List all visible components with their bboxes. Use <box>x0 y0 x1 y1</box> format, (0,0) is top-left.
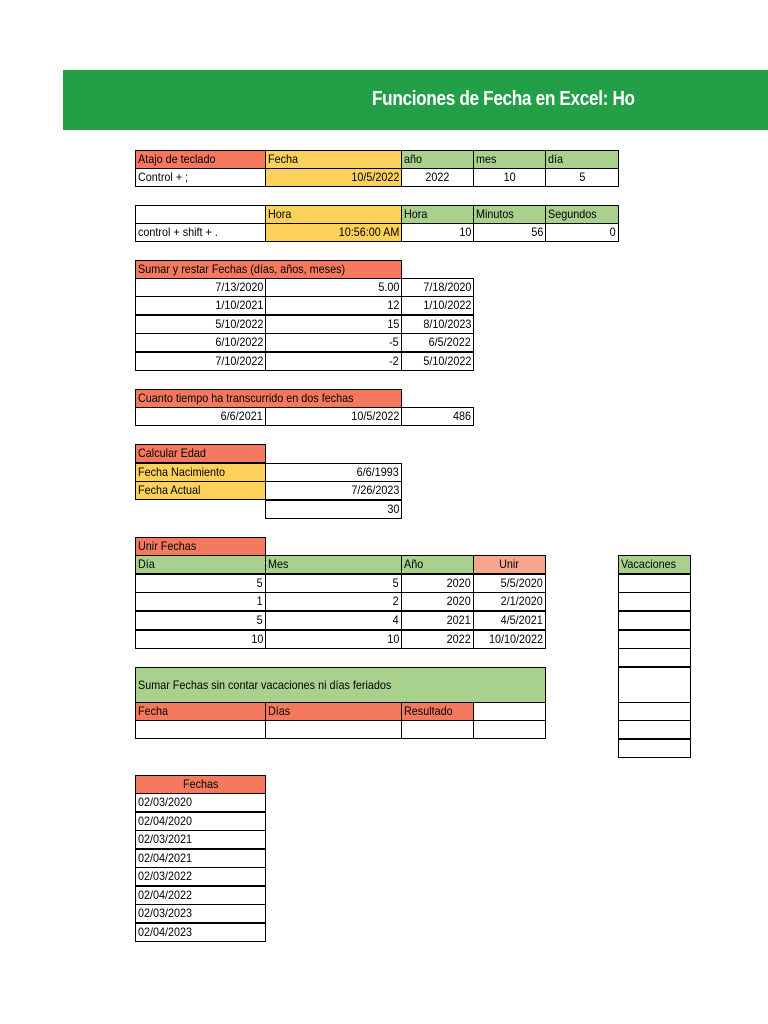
cell-shortcut-hora[interactable]: control + shift + . <box>135 223 266 242</box>
header-segundos[interactable]: Segundos <box>545 205 619 224</box>
list-item[interactable]: 02/03/2021 <box>135 830 266 849</box>
sumar-sin-header-resultado[interactable]: Resultado <box>401 702 474 721</box>
table-row-cell[interactable]: 5.00 <box>265 278 402 297</box>
cell-atajo-value[interactable]: Control + ; <box>135 168 266 187</box>
table-row-cell[interactable]: 1 <box>135 592 266 611</box>
table-row-cell[interactable]: 8/10/2023 <box>401 315 474 334</box>
list-item[interactable]: 02/04/2023 <box>135 923 266 942</box>
vacaciones-cell[interactable] <box>618 611 691 630</box>
sumar-sin-input-extra[interactable] <box>473 720 546 739</box>
list-item[interactable]: 02/04/2020 <box>135 812 266 831</box>
sumar-sin-input-fecha[interactable] <box>135 720 266 739</box>
table-row-cell[interactable]: 10/10/2022 <box>473 630 546 649</box>
table-row-cell[interactable]: 12 <box>265 296 402 315</box>
header-dia[interactable]: día <box>545 150 619 169</box>
table-row-cell[interactable]: 7/10/2022 <box>135 352 266 371</box>
table-row-cell[interactable]: 5 <box>135 574 266 593</box>
list-item[interactable]: 02/04/2021 <box>135 849 266 868</box>
tiempo-fecha-inicio[interactable]: 6/6/2021 <box>135 407 266 426</box>
table-row-cell[interactable]: 5 <box>135 611 266 630</box>
vacaciones-cell[interactable] <box>618 739 691 758</box>
cell-minutos-num[interactable]: 56 <box>473 223 546 242</box>
header-anio[interactable]: año <box>401 150 474 169</box>
vacaciones-cell[interactable] <box>618 648 691 667</box>
tiempo-resultado[interactable]: 486 <box>401 407 474 426</box>
table-row-cell[interactable]: 5 <box>265 574 402 593</box>
unir-header-anio[interactable]: Año <box>401 555 474 574</box>
cell-dia-value[interactable]: 5 <box>545 168 619 187</box>
header-hora-2[interactable]: Hora <box>401 205 474 224</box>
table-row-cell[interactable]: 10 <box>135 630 266 649</box>
cell-segundos-num[interactable]: 0 <box>545 223 619 242</box>
sumar-sin-input-resultado[interactable] <box>401 720 474 739</box>
table-row-cell[interactable]: -2 <box>265 352 402 371</box>
edad-title[interactable]: Calcular Edad <box>135 444 266 463</box>
table-row-cell[interactable]: 6/10/2022 <box>135 333 266 352</box>
tiempo-fecha-fin[interactable]: 10/5/2022 <box>265 407 402 426</box>
header-atajo[interactable]: Atajo de teclado <box>135 150 266 169</box>
sumar-sin-title[interactable]: Sumar Fechas sin contar vacaciones ni días feriados <box>135 667 546 703</box>
table-row-cell[interactable]: 7/18/2020 <box>401 278 474 297</box>
list-item[interactable]: 02/03/2020 <box>135 793 266 812</box>
sumar-sin-input-dias[interactable] <box>265 720 402 739</box>
vacaciones-cell[interactable] <box>618 592 691 611</box>
list-item[interactable]: 02/03/2023 <box>135 904 266 923</box>
title-banner <box>63 70 768 130</box>
table-row-cell[interactable]: 1/10/2021 <box>135 296 266 315</box>
vacaciones-cell[interactable] <box>618 667 691 703</box>
table-row-cell[interactable]: 1/10/2022 <box>401 296 474 315</box>
table-row-cell[interactable]: 4/5/2021 <box>473 611 546 630</box>
table-row-cell[interactable]: 10 <box>265 630 402 649</box>
cell-hora-num[interactable]: 10 <box>401 223 474 242</box>
header-minutos[interactable]: Minutos <box>473 205 546 224</box>
edad-actual-label[interactable]: Fecha Actual <box>135 481 266 500</box>
vacaciones-header[interactable]: Vacaciones <box>618 555 691 574</box>
cell-anio-value[interactable]: 2022 <box>401 168 474 187</box>
edad-nacimiento-label[interactable]: Fecha Nacimiento <box>135 463 266 482</box>
list-item[interactable]: 02/03/2022 <box>135 867 266 886</box>
header-mes[interactable]: mes <box>473 150 546 169</box>
table-row-cell[interactable]: 5/5/2020 <box>473 574 546 593</box>
cell-hora-value[interactable]: 10:56:00 AM <box>265 223 402 242</box>
fechas-header[interactable]: Fechas <box>135 775 266 794</box>
vacaciones-cell[interactable] <box>618 574 691 593</box>
sumar-sin-header-blank[interactable] <box>473 702 546 721</box>
table-row-cell[interactable]: 7/13/2020 <box>135 278 266 297</box>
cell-fecha-value[interactable]: 10/5/2022 <box>265 168 402 187</box>
list-item[interactable]: 02/04/2022 <box>135 886 266 905</box>
unir-header-unir[interactable]: Unir <box>473 555 546 574</box>
vacaciones-cell[interactable] <box>618 702 691 721</box>
cell-hora-blank[interactable] <box>135 205 266 224</box>
edad-resultado[interactable]: 30 <box>265 500 402 519</box>
table-row-cell[interactable]: 2/1/2020 <box>473 592 546 611</box>
cell-mes-value[interactable]: 10 <box>473 168 546 187</box>
edad-actual-value[interactable]: 7/26/2023 <box>265 481 402 500</box>
table-row-cell[interactable]: 5/10/2022 <box>401 352 474 371</box>
tiempo-title[interactable]: Cuanto tiempo ha transcurrido en dos fechas <box>135 389 402 408</box>
unir-title[interactable]: Unir Fechas <box>135 537 266 556</box>
sumar-restar-title[interactable]: Sumar y restar Fechas (días, años, meses) <box>135 260 402 279</box>
sumar-sin-header-dias[interactable]: Días <box>265 702 402 721</box>
table-row-cell[interactable]: 4 <box>265 611 402 630</box>
table-row-cell[interactable]: -5 <box>265 333 402 352</box>
table-row-cell[interactable]: 5/10/2022 <box>135 315 266 334</box>
banner-title: Funciones de Fecha en Excel: Ho <box>372 88 635 110</box>
edad-nacimiento-value[interactable]: 6/6/1993 <box>265 463 402 482</box>
table-row-cell[interactable]: 2020 <box>401 592 474 611</box>
vacaciones-cell[interactable] <box>618 720 691 739</box>
unir-header-mes[interactable]: Mes <box>265 555 402 574</box>
table-row-cell[interactable]: 2021 <box>401 611 474 630</box>
header-hora-1[interactable]: Hora <box>265 205 402 224</box>
table-row-cell[interactable]: 2020 <box>401 574 474 593</box>
unir-header-dia[interactable]: Día <box>135 555 266 574</box>
header-fecha[interactable]: Fecha <box>265 150 402 169</box>
sumar-sin-header-fecha[interactable]: Fecha <box>135 702 266 721</box>
table-row-cell[interactable]: 6/5/2022 <box>401 333 474 352</box>
table-row-cell[interactable]: 2 <box>265 592 402 611</box>
table-row-cell[interactable]: 2022 <box>401 630 474 649</box>
table-row-cell[interactable]: 15 <box>265 315 402 334</box>
vacaciones-cell[interactable] <box>618 630 691 649</box>
